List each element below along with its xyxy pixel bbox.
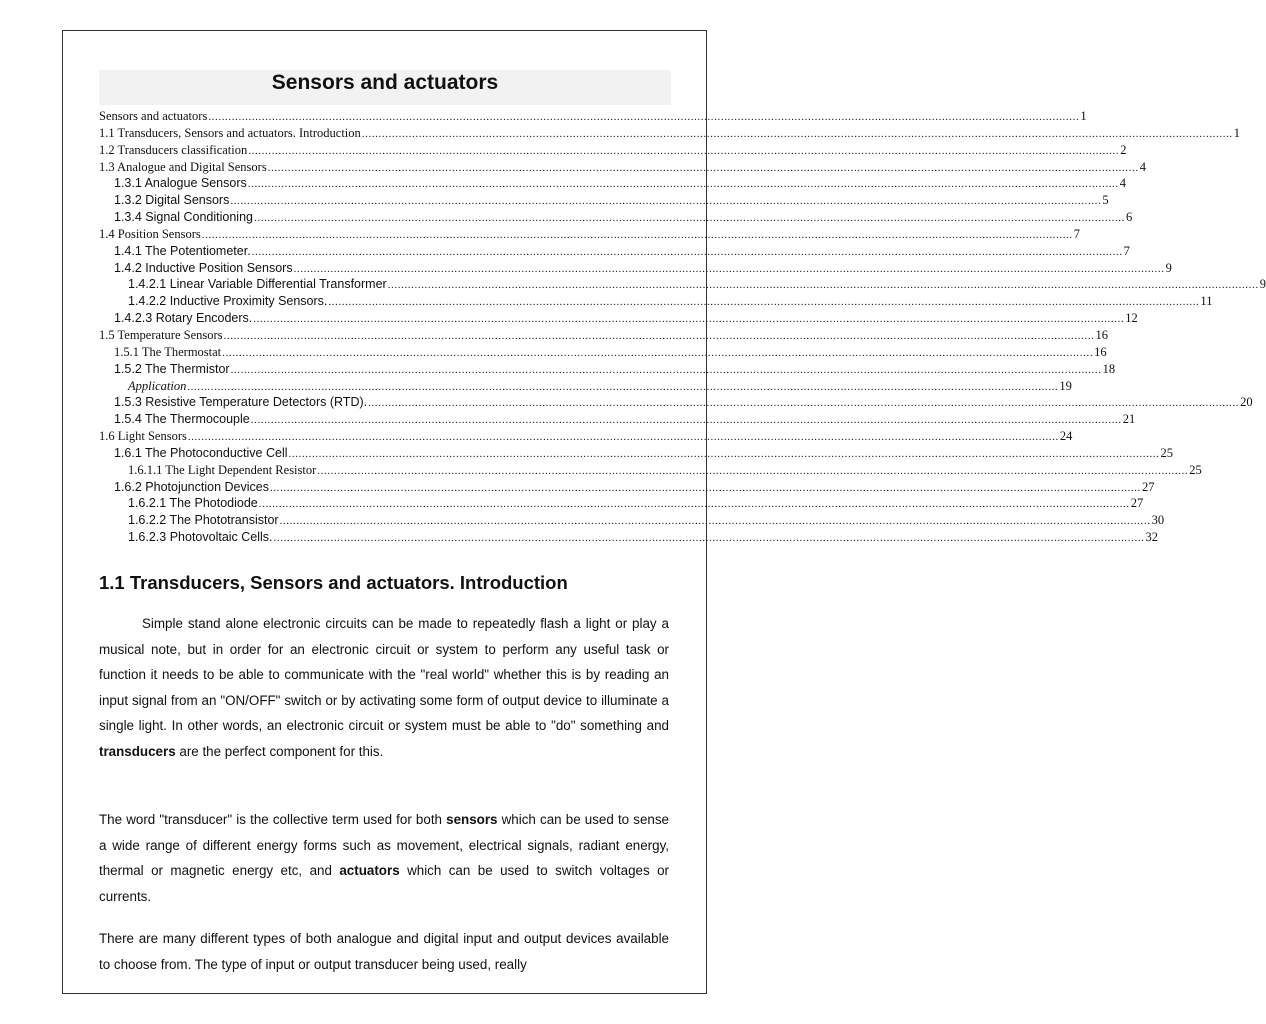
toc-dot-leader: .................................................................................................................................................................................................................................................................... — [387, 279, 1259, 292]
toc-entry[interactable] — [99, 260, 1172, 277]
toc-dot-leader: .................................................................................................................................................................................................................................................................... — [254, 212, 1125, 225]
paragraph-text: which can be used to sense a wide range of different energy forms such as movement, electrical signals, radiant energy, thermal or magnetic energy etc, and — [99, 812, 669, 878]
toc-entry-page-number: 27 — [1130, 496, 1144, 511]
paragraph-text: are the perfect component for this. — [175, 743, 384, 759]
bold-term-transducers: transducers — [99, 743, 176, 759]
toc-entry-title: 1.1 Transducers, Sensors and actuators. Introduction — [99, 125, 361, 140]
toc-entry[interactable] — [99, 310, 1138, 327]
toc-dot-leader: .................................................................................................................................................................................................................................................................... — [247, 178, 1119, 191]
toc-entry[interactable] — [99, 445, 1173, 462]
toc-entry[interactable] — [99, 361, 1116, 378]
toc-entry-title: Sensors and actuators — [99, 109, 208, 123]
toc-entry[interactable] — [99, 529, 1159, 546]
toc-entry-title: 1.5.2 The Thermistor — [114, 361, 230, 376]
toc-entry-title: 1.4.2.1 Linear Variable Differential Transformer — [128, 277, 387, 292]
toc-entry[interactable] — [99, 209, 1133, 226]
paragraph-text: The word "transducer" is the collective term used for both — [99, 812, 447, 827]
toc-entry-page-number: 1 — [1233, 125, 1241, 140]
toc-entry-title: 1.6.1.1 The Light Dependent Resistor — [128, 462, 317, 477]
toc-entry-title: 1.4.2.2 Inductive Proximity Sensors. — [128, 294, 328, 309]
toc-entry-title: Application — [128, 378, 187, 393]
toc-entry[interactable] — [99, 243, 1130, 260]
toc-entry-title: 1.3.4 Signal Conditioning — [114, 210, 253, 225]
toc-entry-page-number: 16 — [1095, 327, 1109, 342]
toc-entry[interactable] — [99, 428, 1073, 445]
toc-entry-title: 1.6 Light Sensors — [99, 429, 187, 444]
toc-entry-page-number: 2 — [1120, 142, 1127, 157]
toc-dot-leader: .................................................................................................................................................................................................................................................................... — [267, 161, 1139, 174]
toc-entry-page-number: 5 — [1102, 193, 1109, 208]
toc-entry-title: 1.6.1 The Photoconductive Cell — [114, 445, 288, 460]
toc-entry[interactable] — [99, 495, 1144, 512]
toc-entry[interactable] — [99, 512, 1165, 529]
toc-entry[interactable] — [99, 394, 1253, 411]
toc-entry-title: 1.2 Transducers classification — [99, 142, 248, 157]
toc-entry[interactable] — [99, 462, 1202, 479]
toc-dot-leader: .................................................................................................................................................................................................................................................................... — [250, 414, 1122, 427]
toc-dot-leader: .................................................................................................................................................................................................................................................................... — [187, 431, 1059, 444]
toc-entry-page-number: 12 — [1125, 311, 1138, 326]
toc-entry-title: 1.6.2.1 The Photodiode — [128, 496, 258, 511]
toc-entry[interactable] — [99, 142, 1127, 159]
toc-dot-leader: .................................................................................................................................................................................................................................................................... — [293, 262, 1165, 275]
toc-dot-leader: .................................................................................................................................................................................................................................................................... — [251, 245, 1123, 258]
toc-entry-page-number: 7 — [1073, 226, 1081, 241]
toc-entry-title: 1.4.2 Inductive Position Sensors — [114, 260, 293, 275]
toc-entry[interactable] — [99, 327, 1109, 344]
toc-entry-title: 1.5 Temperature Sensors — [99, 327, 223, 342]
toc-entry-page-number: 4 — [1139, 159, 1146, 174]
toc-entry-page-number: 7 — [1123, 243, 1130, 258]
toc-entry[interactable] — [99, 175, 1126, 192]
toc-entry[interactable] — [99, 159, 1146, 176]
toc-entry-page-number: 9 — [1165, 260, 1172, 275]
toc-dot-leader: .................................................................................................................................................................................................................................................................... — [317, 464, 1189, 477]
toc-dot-leader: .................................................................................................................................................................................................................................................................... — [223, 329, 1095, 342]
toc-entry-title: 1.6.2 Photojunction Devices — [114, 479, 269, 494]
toc-dot-leader: .................................................................................................................................................................................................................................................................... — [368, 397, 1240, 410]
toc-entry[interactable] — [99, 125, 1241, 142]
toc-entry-title: 1.3 Analogue and Digital Sensors — [99, 159, 267, 174]
toc-entry[interactable] — [99, 108, 1087, 125]
toc-entry-title: 1.6.2.2 The Phototransistor — [128, 513, 279, 528]
intro-paragraph-3: There are many different types of both analogue and digital input and output devices available to choose from. The type of input or output transducer being used, really — [99, 931, 669, 972]
toc-dot-leader: .................................................................................................................................................................................................................................................................... — [253, 313, 1125, 326]
paragraph-text: Simple stand alone electronic circuits can be made to repeatedly flash a light or play a musical note, but in order for an electronic circuit or system to perform any useful task or function it needs to be able to communicate with the "real world" whether this is by reading an input signal from an "ON/OFF" switch or by activating some form of output device to illuminate a single light. In other words, an electronic circuit or system must be able to "do" something and — [99, 616, 669, 733]
toc-entry-page-number: 11 — [1200, 294, 1213, 309]
toc-dot-leader: .................................................................................................................................................................................................................................................................... — [208, 111, 1080, 123]
toc-entry-page-number: 25 — [1160, 445, 1173, 460]
toc-entry-page-number: 1 — [1080, 109, 1087, 123]
toc-entry-page-number: 4 — [1119, 176, 1126, 191]
toc-entry-page-number: 9 — [1259, 277, 1266, 292]
toc-entry[interactable] — [99, 276, 1266, 293]
toc-dot-leader: .................................................................................................................................................................................................................................................................... — [269, 481, 1141, 494]
toc-entry-page-number: 24 — [1059, 429, 1073, 444]
toc-dot-leader: .................................................................................................................................................................................................................................................................... — [258, 498, 1130, 511]
toc-entry-page-number: 19 — [1059, 378, 1072, 393]
toc-entry[interactable] — [99, 378, 1072, 395]
toc-entry[interactable] — [99, 192, 1109, 209]
paragraph-text: which can be used to switch voltages or currents. — [99, 863, 669, 904]
toc-dot-leader: .................................................................................................................................................................................................................................................................... — [230, 363, 1102, 376]
toc-dot-leader: .................................................................................................................................................................................................................................................................... — [248, 144, 1120, 157]
bold-term-sensors: sensors — [446, 812, 498, 827]
toc-entry-title: 1.4.2.3 Rotary Encoders. — [114, 311, 253, 326]
toc-entry-page-number: 18 — [1102, 361, 1116, 376]
toc-entry-page-number: 20 — [1240, 395, 1253, 410]
intro-paragraph-2 — [99, 807, 669, 909]
toc-dot-leader: .................................................................................................................................................................................................................................................................... — [328, 296, 1200, 309]
toc-entry[interactable] — [99, 293, 1213, 310]
toc-entry-page-number: 30 — [1151, 513, 1165, 528]
toc-dot-leader: .................................................................................................................................................................................................................................................................... — [273, 532, 1145, 545]
document-page — [62, 30, 1266, 994]
toc-entry-title: 1.6.2.3 Photovoltaic Cells. — [128, 530, 273, 545]
bold-term-actuators: actuators — [339, 863, 400, 878]
toc-entry[interactable] — [99, 411, 1136, 428]
toc-entry-page-number: 25 — [1189, 462, 1202, 477]
toc-entry-page-number: 16 — [1094, 344, 1107, 359]
toc-dot-leader: .................................................................................................................................................................................................................................................................... — [288, 447, 1160, 460]
toc-dot-leader: .................................................................................................................................................................................................................................................................... — [201, 228, 1073, 241]
toc-dot-leader: .................................................................................................................................................................................................................................................................... — [361, 127, 1233, 140]
toc-entry-title: 1.3.1 Analogue Sensors — [114, 176, 247, 191]
toc-entry-page-number: 21 — [1122, 412, 1136, 427]
toc-dot-leader: .................................................................................................................................................................................................................................................................... — [187, 380, 1059, 393]
toc-entry-title: 1.5.1 The Thermostat — [114, 344, 222, 359]
intro-paragraph-1 — [99, 611, 669, 764]
toc-entry-title: 1.5.4 The Thermocouple — [114, 412, 250, 427]
toc-entry-title: 1.3.2 Digital Sensors — [114, 193, 230, 208]
toc-dot-leader: .................................................................................................................................................................................................................................................................... — [279, 515, 1151, 528]
section-heading: 1.1 Transducers, Sensors and actuators. Introduction — [99, 572, 568, 593]
toc-entry-title: 1.4 Position Sensors — [99, 226, 201, 241]
toc-entry-page-number: 27 — [1141, 479, 1155, 494]
toc-entry-title: 1.4.1 The Potentiometer. — [114, 243, 251, 258]
toc-entry-page-number: 32 — [1145, 530, 1159, 545]
toc-entry[interactable] — [99, 226, 1081, 243]
toc-entry[interactable] — [99, 479, 1155, 496]
toc-dot-leader: .................................................................................................................................................................................................................................................................... — [222, 346, 1094, 359]
document-title: Sensors and actuators — [271, 71, 499, 94]
toc-entry[interactable] — [99, 344, 1107, 361]
toc-dot-leader: .................................................................................................................................................................................................................................................................... — [230, 195, 1102, 208]
toc-entry-page-number: 6 — [1126, 210, 1133, 225]
table-of-contents — [99, 108, 1266, 546]
toc-entry-title: 1.5.3 Resistive Temperature Detectors (RTD). — [114, 395, 368, 410]
